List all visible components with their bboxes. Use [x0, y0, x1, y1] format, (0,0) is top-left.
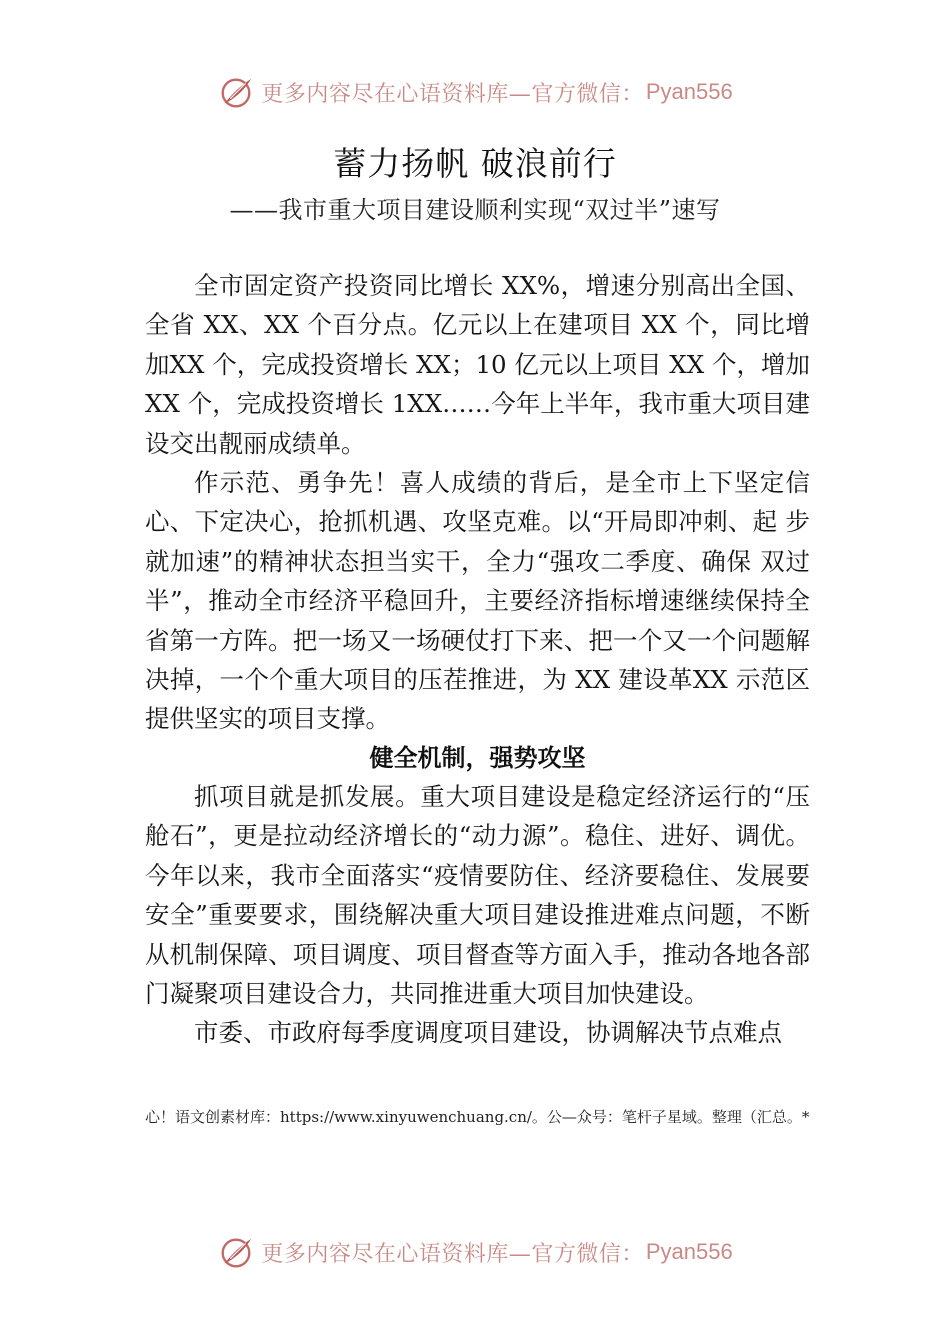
banner-text: 更多内容尽在心语资料库—官方微信： — [261, 81, 644, 107]
footer-banner — [0, 1232, 950, 1272]
section-heading: 健全机制，强势攻坚 — [369, 743, 586, 772]
feather-circle-logo-icon — [217, 73, 255, 111]
header-banner — [0, 72, 950, 112]
feather-circle-logo-icon — [217, 1233, 255, 1271]
paragraph: 作示范、勇争先！喜人成绩的背后，是全市上下坚定信心、下定决心，抢抓机遇、攻坚克难。以“开局即冲刺、起 步就加速”的精神状态担当实干，全力“强攻二季度、确保 双过半”，推动全市经济平稳回升，主要经济指标增速继续保持全省第一方阵。把一场又一场硬仗打下来、把一个又一个问题解决掉，一个个重大项目的压茬推进，为 XX 建设革XX 示范区提供坚实的项目支撑。 — [145, 468, 810, 734]
paragraph: 全市固定资产投资同比增长 XX%，增速分别高出全国、全省 XX、XX 个百分点。亿元以上在建项目 XX 个，同比增加XX 个，完成投资增长 XX；10 亿元以上项目 XX 个，增加XX 个，完成投资增长 1XX……今年上半年，我市重大项目建设交出靓丽成绩单。 — [145, 271, 810, 458]
footnote: 心！语文创素材库：https://www.xinyuwenchuang.cn/。公—众号：笔杆子星域。整理（汇总。* — [145, 1108, 810, 1126]
banner-wechat-id: Pyan556 — [645, 1239, 733, 1264]
article-body — [145, 266, 810, 1053]
article-subtitle: ——我市重大项目建设顺利实现“双过半”速写 — [229, 196, 721, 224]
paragraph: 市委、市政府每季度调度项目建设，协调解决节点难点 — [194, 1018, 782, 1048]
banner-text: 更多内容尽在心语资料库—官方微信： — [261, 1241, 644, 1267]
paragraph: 抓项目就是抓发展。重大项目建设是稳定经济运行的“压舱石”，更是拉动经济增长的“动力源”。稳住、进好、调优。今年以来，我市全面落实“疫情要防住、经济要稳住、发展要安全”重要要求，围绕解决重大项目建设推进难点问题，不断从机制保障、项目调度、项目督查等方面入手，推动各地各部门凝聚项目建设合力，共同推进重大项目加快建设。 — [145, 781, 810, 1008]
article-title: 蓄力扬帆 破浪前行 — [333, 144, 617, 183]
banner-wechat-id: Pyan556 — [645, 79, 733, 104]
